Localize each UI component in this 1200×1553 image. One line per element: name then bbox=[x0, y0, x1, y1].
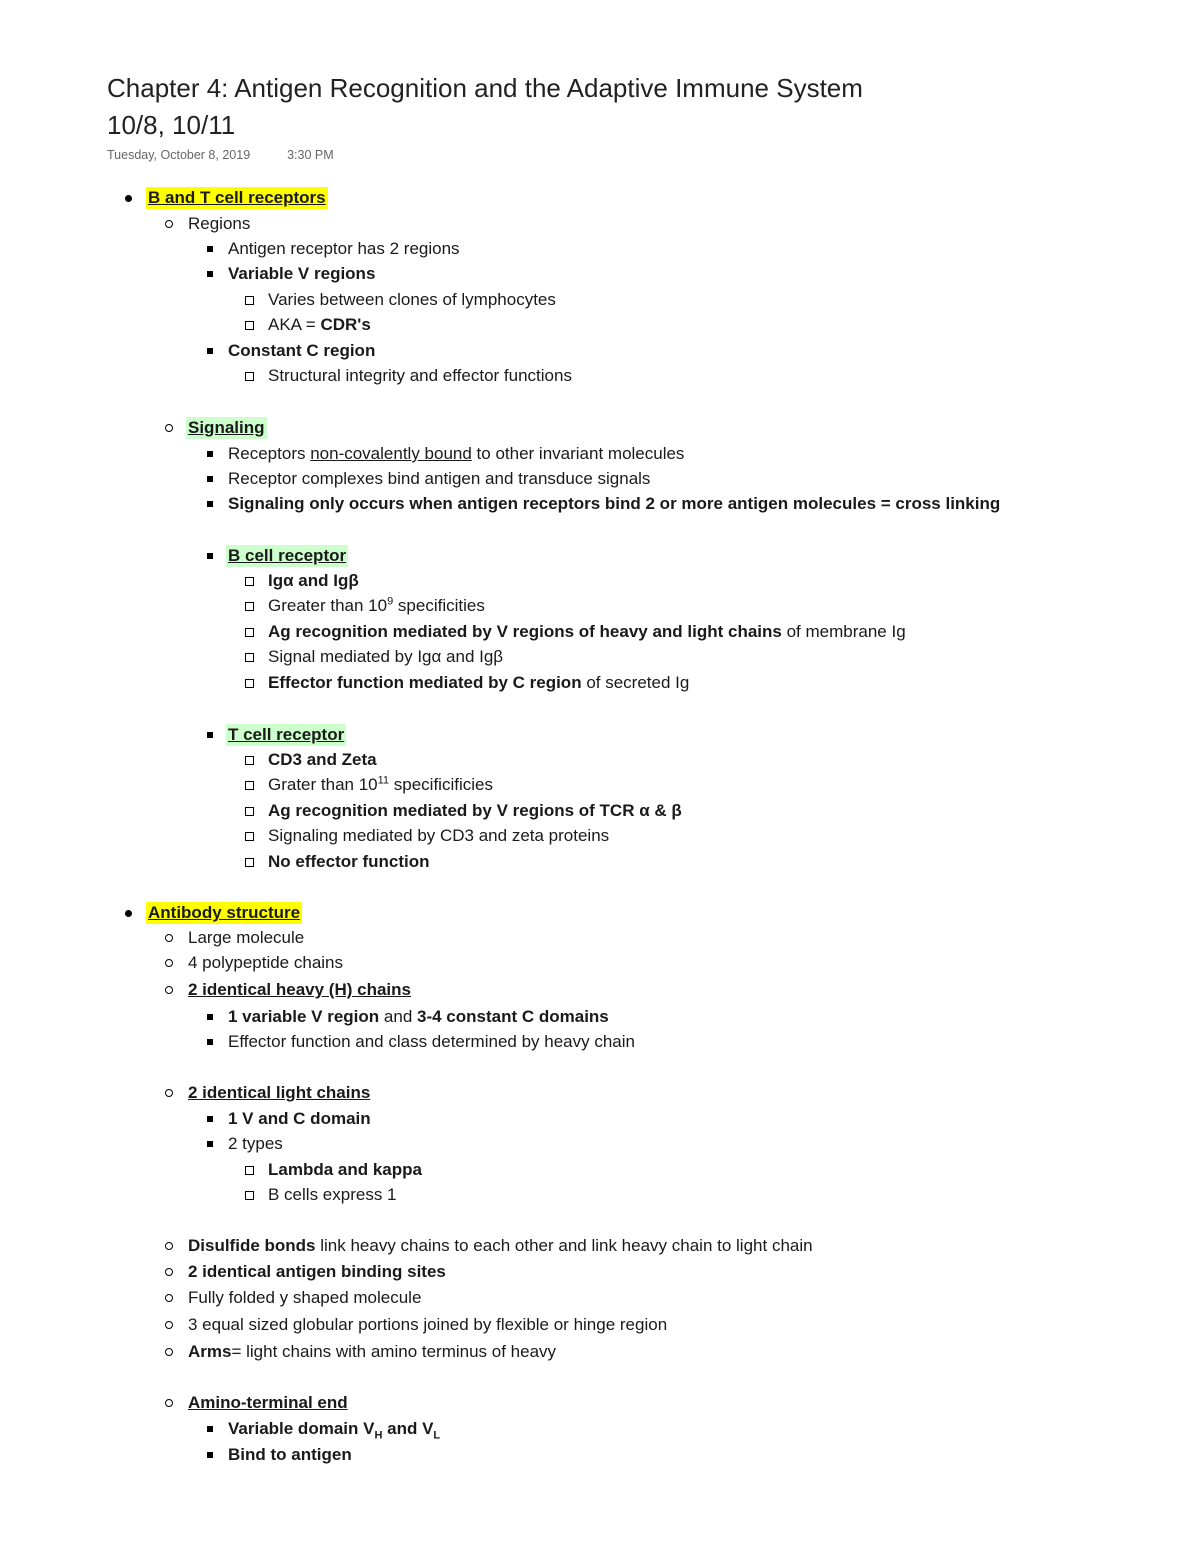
item-text: 1 V and C domain bbox=[228, 1109, 371, 1128]
item-text: Structural integrity and effector functions bbox=[268, 366, 572, 385]
bullet-box-icon bbox=[245, 807, 254, 816]
bullet-box-icon bbox=[245, 781, 254, 790]
list-item bbox=[207, 468, 650, 490]
bullet-circle-icon bbox=[165, 1242, 173, 1250]
bullet-square-icon bbox=[207, 501, 213, 507]
list-item bbox=[165, 1341, 556, 1363]
subsection-heading: Signaling bbox=[188, 418, 265, 437]
bullet-square-icon bbox=[207, 246, 213, 252]
bullet-square-icon bbox=[207, 1426, 213, 1432]
list-item bbox=[207, 443, 684, 465]
bullet-box-icon bbox=[245, 756, 254, 765]
list-item bbox=[165, 417, 267, 439]
list-item bbox=[207, 1444, 352, 1466]
list-item bbox=[207, 1418, 440, 1440]
bullet-square-icon bbox=[207, 476, 213, 482]
item-text: Varies between clones of lymphocytes bbox=[268, 290, 556, 309]
list-item bbox=[165, 952, 343, 974]
bullet-box-icon bbox=[245, 679, 254, 688]
list-item bbox=[165, 1392, 348, 1414]
bullet-circle-icon bbox=[165, 1321, 173, 1329]
list-item bbox=[207, 493, 1000, 515]
item-text: Disulfide bonds link heavy chains to each other and link heavy chain to light chain bbox=[188, 1236, 813, 1255]
bullet-circle-icon bbox=[165, 1399, 173, 1407]
subsection-heading: B cell receptor bbox=[228, 546, 347, 565]
list-item bbox=[207, 1108, 371, 1130]
item-text: Fully folded y shaped molecule bbox=[188, 1288, 422, 1307]
note-time: 3:30 PM bbox=[287, 148, 334, 162]
item-text: Signaling only occurs when antigen receptors bind 2 or more antigen molecules = cross linking bbox=[228, 494, 1001, 513]
bullet-box-icon bbox=[245, 832, 254, 841]
bullet-circle-icon bbox=[165, 986, 173, 994]
list-item bbox=[165, 1261, 446, 1283]
list-item bbox=[207, 1031, 635, 1053]
item-text: B cells express 1 bbox=[268, 1185, 397, 1204]
bullet-box-icon bbox=[245, 628, 254, 637]
bullet-square-icon bbox=[207, 348, 213, 354]
list-item bbox=[245, 365, 572, 387]
list-item bbox=[245, 672, 689, 694]
list-item bbox=[245, 621, 906, 643]
item-text: Amino-terminal end bbox=[188, 1393, 348, 1412]
bullet-square-icon bbox=[207, 271, 213, 277]
list-item bbox=[245, 289, 556, 311]
item-text: 2 identical antigen binding sites bbox=[188, 1262, 446, 1281]
list-item bbox=[245, 851, 430, 873]
item-text: Igα and Igβ bbox=[268, 571, 359, 590]
note-date: Tuesday, October 8, 2019 bbox=[107, 148, 251, 162]
item-text: Effector function mediated by C region of secreted Ig bbox=[268, 673, 690, 692]
subsection-heading: T cell receptor bbox=[228, 725, 345, 744]
item-text: 1 variable V region and 3-4 constant C domains bbox=[228, 1007, 609, 1026]
bullet-square-icon bbox=[207, 451, 213, 457]
list-item bbox=[207, 1006, 609, 1028]
list-item bbox=[245, 570, 359, 592]
list-item bbox=[245, 749, 377, 771]
page-subtitle-dates: 10/8, 10/11 bbox=[107, 110, 236, 140]
list-item bbox=[207, 1133, 283, 1155]
item-text: CD3 and Zeta bbox=[268, 750, 377, 769]
item-text: Arms= light chains with amino terminus of heavy bbox=[188, 1342, 557, 1361]
list-item bbox=[125, 187, 328, 209]
bullet-square-icon bbox=[207, 553, 213, 559]
list-item bbox=[165, 1287, 421, 1309]
bullet-circle-icon bbox=[165, 1294, 173, 1302]
bullet-box-icon bbox=[245, 858, 254, 867]
list-item bbox=[125, 902, 302, 924]
item-text: Regions bbox=[188, 214, 251, 233]
item-text: Receptors non-covalently bound to other invariant molecules bbox=[228, 444, 685, 463]
bullet-square-icon bbox=[207, 732, 213, 738]
section-heading: Antibody structure bbox=[148, 903, 301, 922]
bullet-square-icon bbox=[207, 1116, 213, 1122]
bullet-box-icon bbox=[245, 321, 254, 330]
list-item bbox=[207, 724, 346, 746]
list-item bbox=[245, 314, 371, 336]
section-heading: B and T cell receptors bbox=[148, 188, 326, 207]
bullet-circle-icon bbox=[165, 1268, 173, 1276]
list-item bbox=[165, 1082, 370, 1104]
item-text: Ag recognition mediated by V regions of heavy and light chains of membrane Ig bbox=[268, 622, 906, 641]
bullet-square-icon bbox=[207, 1014, 213, 1020]
bullet-square-icon bbox=[207, 1452, 213, 1458]
list-item bbox=[165, 213, 250, 235]
bullet-circle-icon bbox=[165, 934, 173, 942]
list-item bbox=[207, 238, 460, 260]
item-text: Signaling mediated by CD3 and zeta proteins bbox=[268, 826, 610, 845]
item-text: Bind to antigen bbox=[228, 1445, 352, 1464]
item-text: 2 types bbox=[228, 1134, 283, 1153]
bullet-box-icon bbox=[245, 602, 254, 611]
bullet-square-icon bbox=[207, 1039, 213, 1045]
item-text: Ag recognition mediated by V regions of TCR α & β bbox=[268, 801, 682, 820]
item-text: 3 equal sized globular portions joined by flexible or hinge region bbox=[188, 1315, 668, 1334]
list-item bbox=[245, 1184, 397, 1206]
item-text: Signal mediated by Igα and Igβ bbox=[268, 647, 504, 666]
item-text: Antigen receptor has 2 regions bbox=[228, 239, 460, 258]
bullet-circle-icon bbox=[165, 1348, 173, 1356]
item-text: Large molecule bbox=[188, 928, 305, 947]
list-item bbox=[165, 927, 304, 949]
bullet-circle-icon bbox=[165, 424, 173, 432]
bullet-box-icon bbox=[245, 372, 254, 381]
item-text: Greater than $10^9$ specificities bbox=[268, 595, 485, 615]
item-text: 2 identical heavy (H) chains bbox=[188, 980, 411, 999]
list-item bbox=[165, 1235, 813, 1257]
note-timestamp bbox=[107, 148, 334, 162]
bullet-circle-icon bbox=[165, 1089, 173, 1097]
bullet-box-icon bbox=[245, 1166, 254, 1175]
list-item bbox=[245, 646, 503, 668]
item-text: Receptor complexes bind antigen and transduce signals bbox=[228, 469, 651, 488]
list-item bbox=[245, 595, 485, 617]
bullet-box-icon bbox=[245, 296, 254, 305]
list-item bbox=[207, 545, 348, 567]
item-text: Variable V regions bbox=[228, 264, 376, 283]
list-item bbox=[207, 263, 375, 285]
item-text: Grater than $10^{11}$ specificificies bbox=[268, 774, 493, 794]
list-item bbox=[245, 1159, 422, 1181]
bullet-circle-icon bbox=[165, 220, 173, 228]
item-text: No effector function bbox=[268, 852, 430, 871]
item-text: Constant C region bbox=[228, 341, 376, 360]
page-title: Chapter 4: Antigen Recognition and the Adaptive Immune System bbox=[107, 73, 863, 103]
item-text: 2 identical light chains bbox=[188, 1083, 371, 1102]
item-text: AKA = CDR's bbox=[268, 315, 371, 334]
list-item bbox=[165, 979, 411, 1001]
item-text: Variable domain $V_H$ and $V_L$ bbox=[228, 1419, 441, 1442]
item-text: 4 polypeptide chains bbox=[188, 953, 344, 972]
bullet-circle-icon bbox=[165, 959, 173, 967]
bullet-box-icon bbox=[245, 653, 254, 662]
list-item bbox=[245, 825, 609, 847]
list-item bbox=[245, 774, 493, 796]
item-text: Effector function and class determined by heavy chain bbox=[228, 1032, 635, 1051]
bullet-square-icon bbox=[207, 1141, 213, 1147]
bullet-disc-icon bbox=[125, 195, 132, 202]
bullet-box-icon bbox=[245, 1191, 254, 1200]
list-item bbox=[245, 800, 682, 822]
list-item bbox=[207, 340, 375, 362]
item-text: Lambda and kappa bbox=[268, 1160, 422, 1179]
bullet-disc-icon bbox=[125, 910, 132, 917]
list-item bbox=[165, 1314, 667, 1336]
bullet-box-icon bbox=[245, 577, 254, 586]
